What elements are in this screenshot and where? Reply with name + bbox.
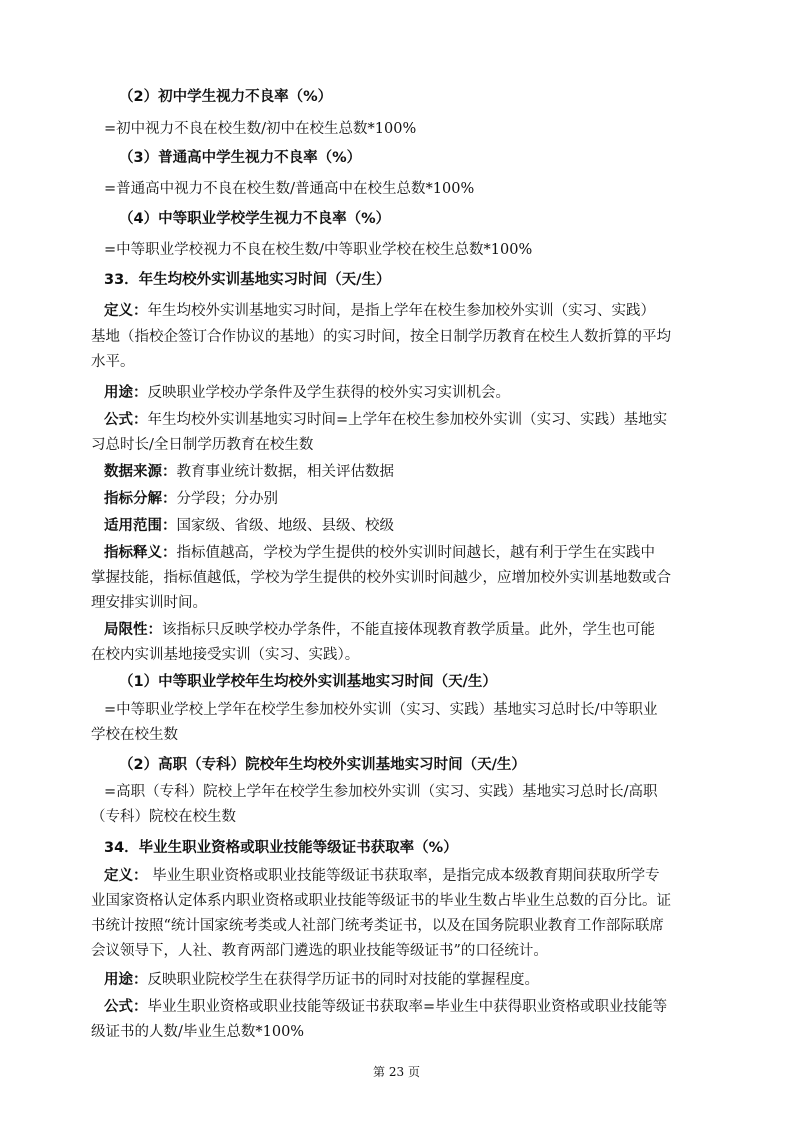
field-text: 教育事业统计数据，相关评估数据 <box>176 464 394 480</box>
text-line: 级证书的人数/毕业生总数*100% <box>91 1024 305 1040</box>
field-text: 反映职业学校办学条件及学生获得的校外实习实训机会。 <box>147 385 510 401</box>
field-label: 用途： <box>104 972 148 988</box>
field-label: 公式： <box>104 412 148 428</box>
section-heading: 34．毕业生职业资格或职业技能等级证书获取率（%） <box>104 840 458 856</box>
page-number: 第 23 页 <box>373 1065 420 1079</box>
labeled-line <box>104 462 394 482</box>
labeled-line <box>104 410 667 430</box>
text-line: 理安排实训时间。 <box>91 595 207 611</box>
labeled-line <box>104 516 394 536</box>
field-text: 年生均校外实训基地实习时间，是指上学年在校生参加校外实训（实习、实践） <box>147 303 655 319</box>
labeled-line <box>104 489 278 509</box>
text-line: =中等职业学校上学年在校学生参加校外实训（实习、实践）基地实习总时长/中等职业 <box>104 702 658 718</box>
labeled-line <box>104 997 667 1017</box>
field-label: 适用范围： <box>104 518 177 534</box>
field-text: 毕业生职业资格或职业技能等级证书获取率=毕业生中获得职业资格或职业技能等 <box>147 999 668 1015</box>
section-heading: （3）普通高中学生视力不良率（%） <box>119 150 362 166</box>
labeled-line <box>104 543 655 563</box>
labeled-line <box>104 383 510 403</box>
field-text: 分学段；分办别 <box>176 491 278 507</box>
field-label: 指标释义： <box>104 545 177 561</box>
labeled-line <box>104 866 660 886</box>
text-line: =高职（专科）院校上学年在校学生参加校外实训（实习、实践）基地实习总时长/高职 <box>104 784 658 800</box>
text-line: 学校在校生数 <box>91 727 178 743</box>
text-line: 会议领导下，人社、教育两部门遴选的职业技能等级证书”的口径统计。 <box>91 943 548 959</box>
section-heading: （2）高职（专科）院校年生均校外实训基地实习时间（天/生） <box>119 757 526 773</box>
labeled-line <box>104 620 655 640</box>
text-line: （专科）院校在校生数 <box>91 809 236 825</box>
section-heading: （4）中等职业学校学生视力不良率（%） <box>119 211 391 227</box>
field-text: 反映职业院校学生在获得学历证书的同时对技能的掌握程度。 <box>147 972 539 988</box>
field-text: 国家级、省级、地级、县级、校级 <box>176 518 394 534</box>
section-heading: （1）中等职业学校年生均校外实训基地实习时间（天/生） <box>119 674 497 690</box>
field-label: 用途： <box>104 385 148 401</box>
section-heading: （2）初中学生视力不良率（%） <box>119 89 333 105</box>
labeled-line <box>104 301 655 321</box>
field-label: 定义： <box>104 303 148 319</box>
field-text: 该指标只反映学校办学条件，不能直接体现教育教学质量。此外，学生也可能 <box>162 622 655 638</box>
text-line: =中等职业学校视力不良在校生数/中等职业学校在校生总数*100% <box>104 242 533 258</box>
field-label: 局限性： <box>104 622 162 638</box>
labeled-line <box>104 970 539 990</box>
text-line: 在校内实训基地接受实训（实习、实践）。 <box>91 647 360 663</box>
text-line: 基地（指校企签订合作协议的基地）的实习时间，按全日制学历教育在校生人数折算的平均 <box>91 329 671 345</box>
text-line: 水平。 <box>91 354 135 370</box>
text-line: 掌握技能，指标值越低，学校为学生提供的校外实训时间越少，应增加校外实训基地数或合 <box>91 570 671 586</box>
field-text: 指标值越高，学校为学生提供的校外实训时间越长，越有利于学生在实践中 <box>176 545 655 561</box>
text-line: 业国家资格认定体系内职业资格或职业技能等级证书的毕业生数占毕业生总数的百分比。证 <box>91 893 671 909</box>
text-line: 书统计按照“统计国家统考类或人社部门统考类证书，以及在国务院职业教育工作部际联席 <box>91 918 664 934</box>
text-line: 习总时长/全日制学历教育在校生数 <box>91 437 314 453</box>
text-line: =初中视力不良在校生数/初中在校生总数*100% <box>104 121 417 137</box>
field-label: 公式： <box>104 999 148 1015</box>
field-text: 毕业生职业资格或职业技能等级证书获取率，是指完成本级教育期间获取所学专 <box>147 868 660 884</box>
text-line: =普通高中视力不良在校生数/普通高中在校生总数*100% <box>104 181 475 197</box>
field-label: 指标分解： <box>104 491 177 507</box>
section-heading: 33．年生均校外实训基地实习时间（天/生） <box>104 272 391 288</box>
field-label: 数据来源： <box>104 464 177 480</box>
field-text: 年生均校外实训基地实习时间=上学年在校生参加校外实训（实习、实践）基地实 <box>147 412 668 428</box>
field-label: 定义： <box>104 868 148 884</box>
